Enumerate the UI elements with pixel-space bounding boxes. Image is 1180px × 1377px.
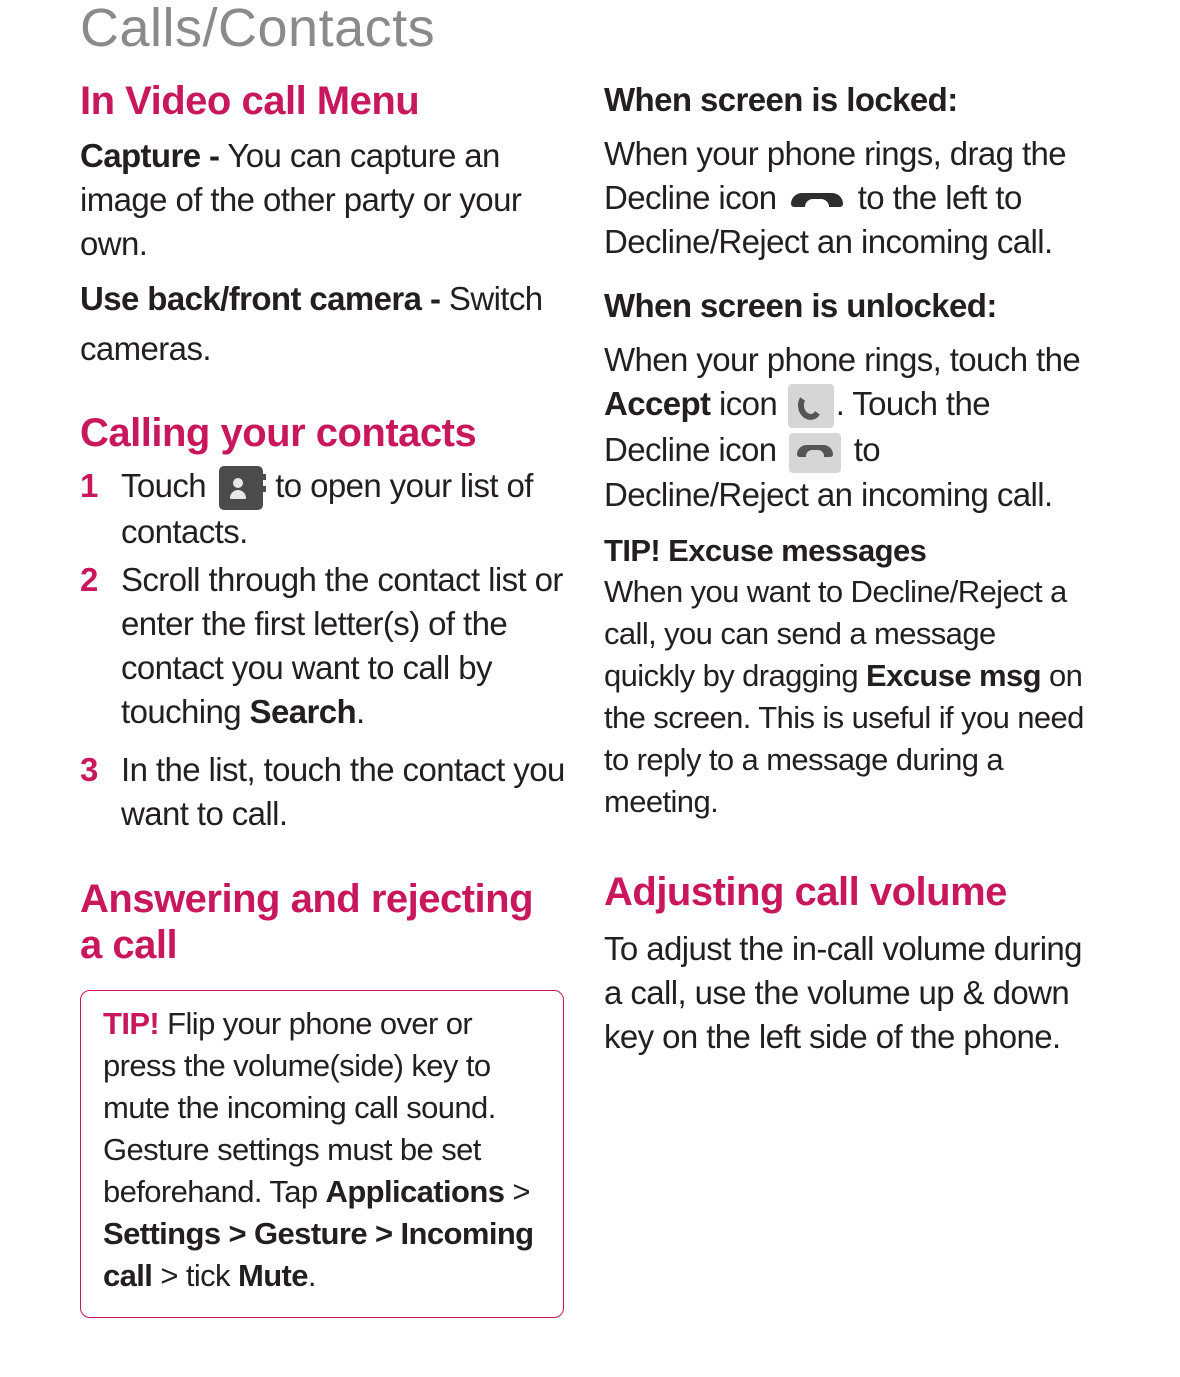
capture-text: You can capture an image of the other party or your own.	[80, 137, 522, 262]
step-text: .	[356, 693, 365, 731]
settings-label: Settings	[103, 1216, 221, 1252]
capture-paragraph	[80, 134, 570, 266]
excuse-msg-label: Excuse msg	[866, 657, 1041, 693]
excuse-text: When you want to Decline/Reject a call, you can send a message quickly by dragging	[604, 573, 1067, 693]
excuse-heading: TIP! Excuse messages	[604, 532, 927, 568]
unlocked-text: When your phone rings, touch the	[604, 341, 1081, 378]
contacts-icon	[219, 466, 263, 510]
step-text: to open your list of contacts.	[121, 467, 533, 551]
page-title: Calls/Contacts	[80, 0, 436, 58]
step-text: Touch	[121, 467, 215, 504]
excuse-tip	[604, 531, 1084, 823]
search-label: Search	[249, 693, 357, 731]
step-number: 2	[80, 561, 98, 599]
right-column	[604, 78, 1084, 1059]
mute-label: Mute	[237, 1258, 308, 1294]
tip-text: >	[220, 1216, 255, 1252]
unlocked-text: icon	[710, 385, 786, 422]
tip-text: >	[367, 1216, 401, 1252]
locked-text: When your phone rings, drag the Decline icon	[604, 135, 1067, 216]
locked-paragraph	[604, 132, 1084, 264]
volume-heading: Adjusting call volume	[604, 869, 1007, 914]
step-item	[80, 748, 570, 836]
tip-box	[80, 990, 564, 1318]
decline-icon	[789, 433, 841, 473]
applications-label: Applications	[325, 1174, 505, 1210]
step-text: In the list, touch the contact you want to call.	[121, 751, 565, 833]
tip-text: .	[307, 1258, 316, 1294]
locked-text: to the left to Decline/Reject an incoming call.	[604, 179, 1053, 260]
gesture-label: Gesture	[254, 1216, 367, 1252]
step-number: 1	[80, 467, 98, 504]
accept-label: Accept	[604, 385, 711, 422]
step-item	[80, 464, 570, 554]
calling-heading: Calling your contacts	[80, 411, 477, 455]
tip-label: TIP!	[103, 1006, 160, 1042]
excuse-text: on the screen. This is useful if you need to reply to a message during a meeting.	[604, 657, 1084, 819]
tip-text: Flip your phone over or press the volume(side) key to mute the incoming call sound. Gesture settings must be set beforehand. Tap	[103, 1006, 496, 1210]
unlocked-text: . Touch the Decline icon	[604, 385, 990, 469]
camera-paragraph	[80, 274, 570, 374]
incoming-call-label: Incoming call	[103, 1216, 534, 1294]
decline-icon	[789, 190, 845, 210]
locked-heading: When screen is locked:	[604, 81, 958, 118]
camera-text: Switch cameras.	[80, 280, 543, 367]
capture-label: Capture -	[80, 137, 220, 174]
video-menu-heading: In Video call Menu	[80, 79, 420, 123]
calling-steps	[80, 464, 570, 836]
unlocked-heading: When screen is unlocked:	[604, 287, 997, 324]
step-number: 3	[80, 751, 98, 789]
answering-heading: Answering and rejecting a call	[80, 877, 534, 968]
camera-label: Use back/front camera -	[80, 280, 441, 317]
tip-paragraph	[103, 1003, 543, 1297]
accept-icon	[788, 384, 834, 428]
tip-text: >	[504, 1174, 530, 1210]
excuse-paragraph	[604, 571, 1084, 823]
volume-paragraph: To adjust the in-call volume during a call, use the volume up & down key on the left side of the phone.	[604, 929, 1082, 1055]
tip-text: > tick	[152, 1258, 238, 1294]
unlocked-paragraph	[604, 338, 1084, 517]
step-item	[80, 558, 570, 734]
unlocked-text: to Decline/Reject an incoming call.	[604, 431, 1053, 513]
step-text: Scroll through the contact list or enter the first letter(s) of the contact you want to call by touching	[121, 561, 563, 731]
left-column	[80, 78, 570, 1318]
